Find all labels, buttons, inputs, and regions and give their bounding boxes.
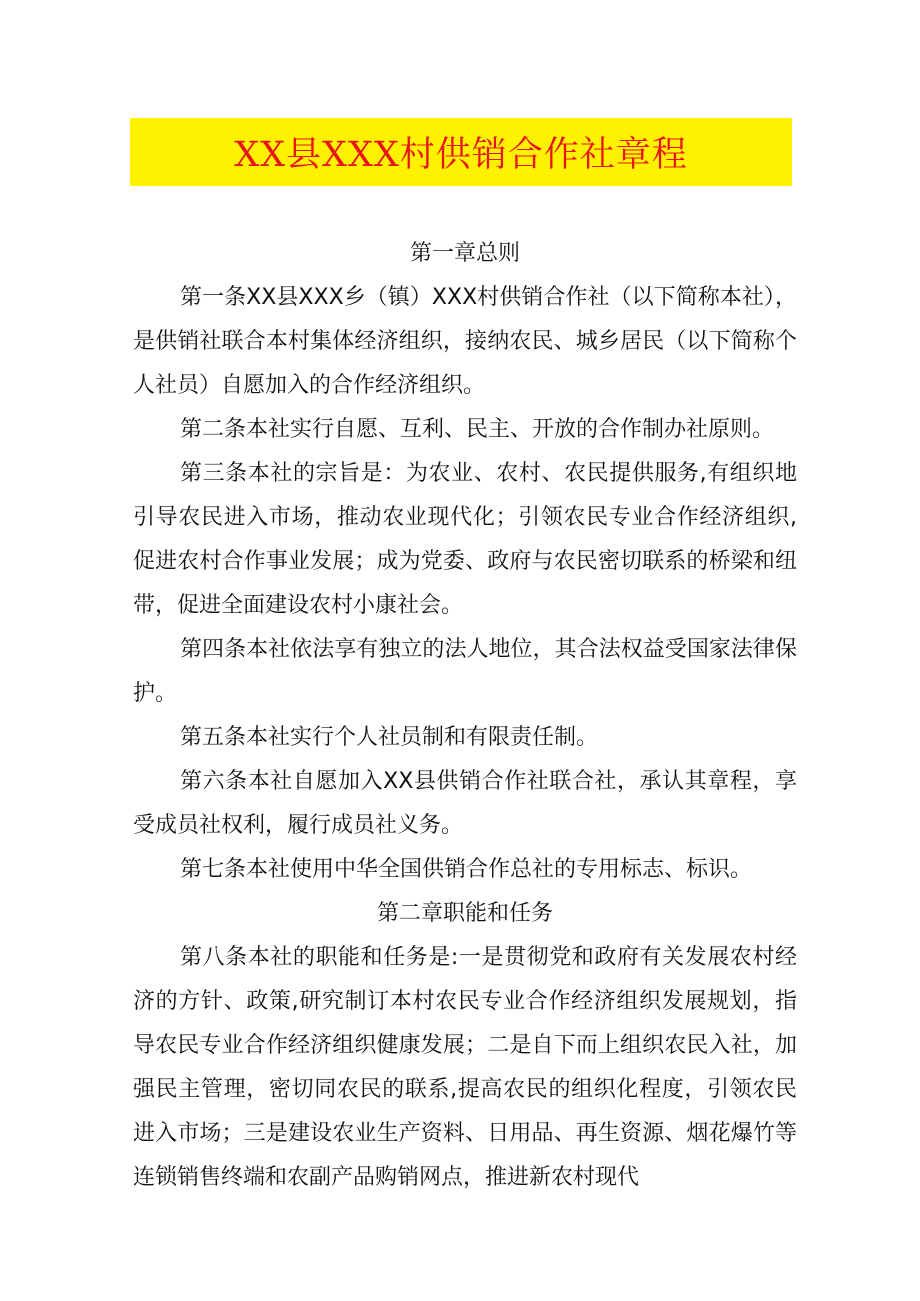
document-body	[133, 232, 797, 1200]
article-2: 第二条本社实行自愿、互利、民主、开放的合作制办社原则。	[180, 417, 775, 442]
chapter-heading-2: 第二章职能和任务	[376, 901, 553, 926]
title-banner	[130, 118, 792, 186]
article-4: 第四条本社依法享有独立的法人地位，其合法权益受国家法律保护。	[133, 637, 797, 706]
article-6: 第六条本社自愿加入XX县供销合作社联合社，承认其章程，享受成员社权利，履行成员社义务。	[133, 769, 797, 838]
article-5: 第五条本社实行个人社员制和有限责任制。	[180, 725, 599, 750]
article-7: 第七条本社使用中华全国供销合作总社的专用标志、标识。	[180, 857, 753, 882]
article-3: 第三条本社的宗旨是：为农业、农村、农民提供服务,有组织地引导农民进入市场，推动农业现代化；引领农民专业合作经济组织,促进农村合作事业发展；成为党委、政府与农民密切联系的桥梁和纽带，促进全面建设农村小康社会。	[133, 461, 797, 618]
document-title: XX县XXX村供销合作社章程	[234, 135, 688, 175]
chapter-heading-1: 第一章总则	[409, 241, 520, 266]
article-8: 第八条本社的职能和任务是:一是贯彻党和政府有关发展农村经济的方针、政策,研究制订本村农民专业合作经济组织发展规划，指导农民专业合作经济组织健康发展；二是自下而上组织农民入社，加强民主管理，密切同农民的联系,提高农民的组织化程度，引领农民进入市场；三是建设农业生产资料、日用品、再生资源、烟花爆竹等连锁销售终端和农副产品购销网点，推进新农村现代	[133, 945, 797, 1190]
article-1: 第一条XX县XXX乡（镇）XXX村供销合作社（以下简称本社），是供销社联合本村集体经济组织，接纳农民、城乡居民（以下简称个人社员）自愿加入的合作经济组织。	[133, 285, 797, 398]
